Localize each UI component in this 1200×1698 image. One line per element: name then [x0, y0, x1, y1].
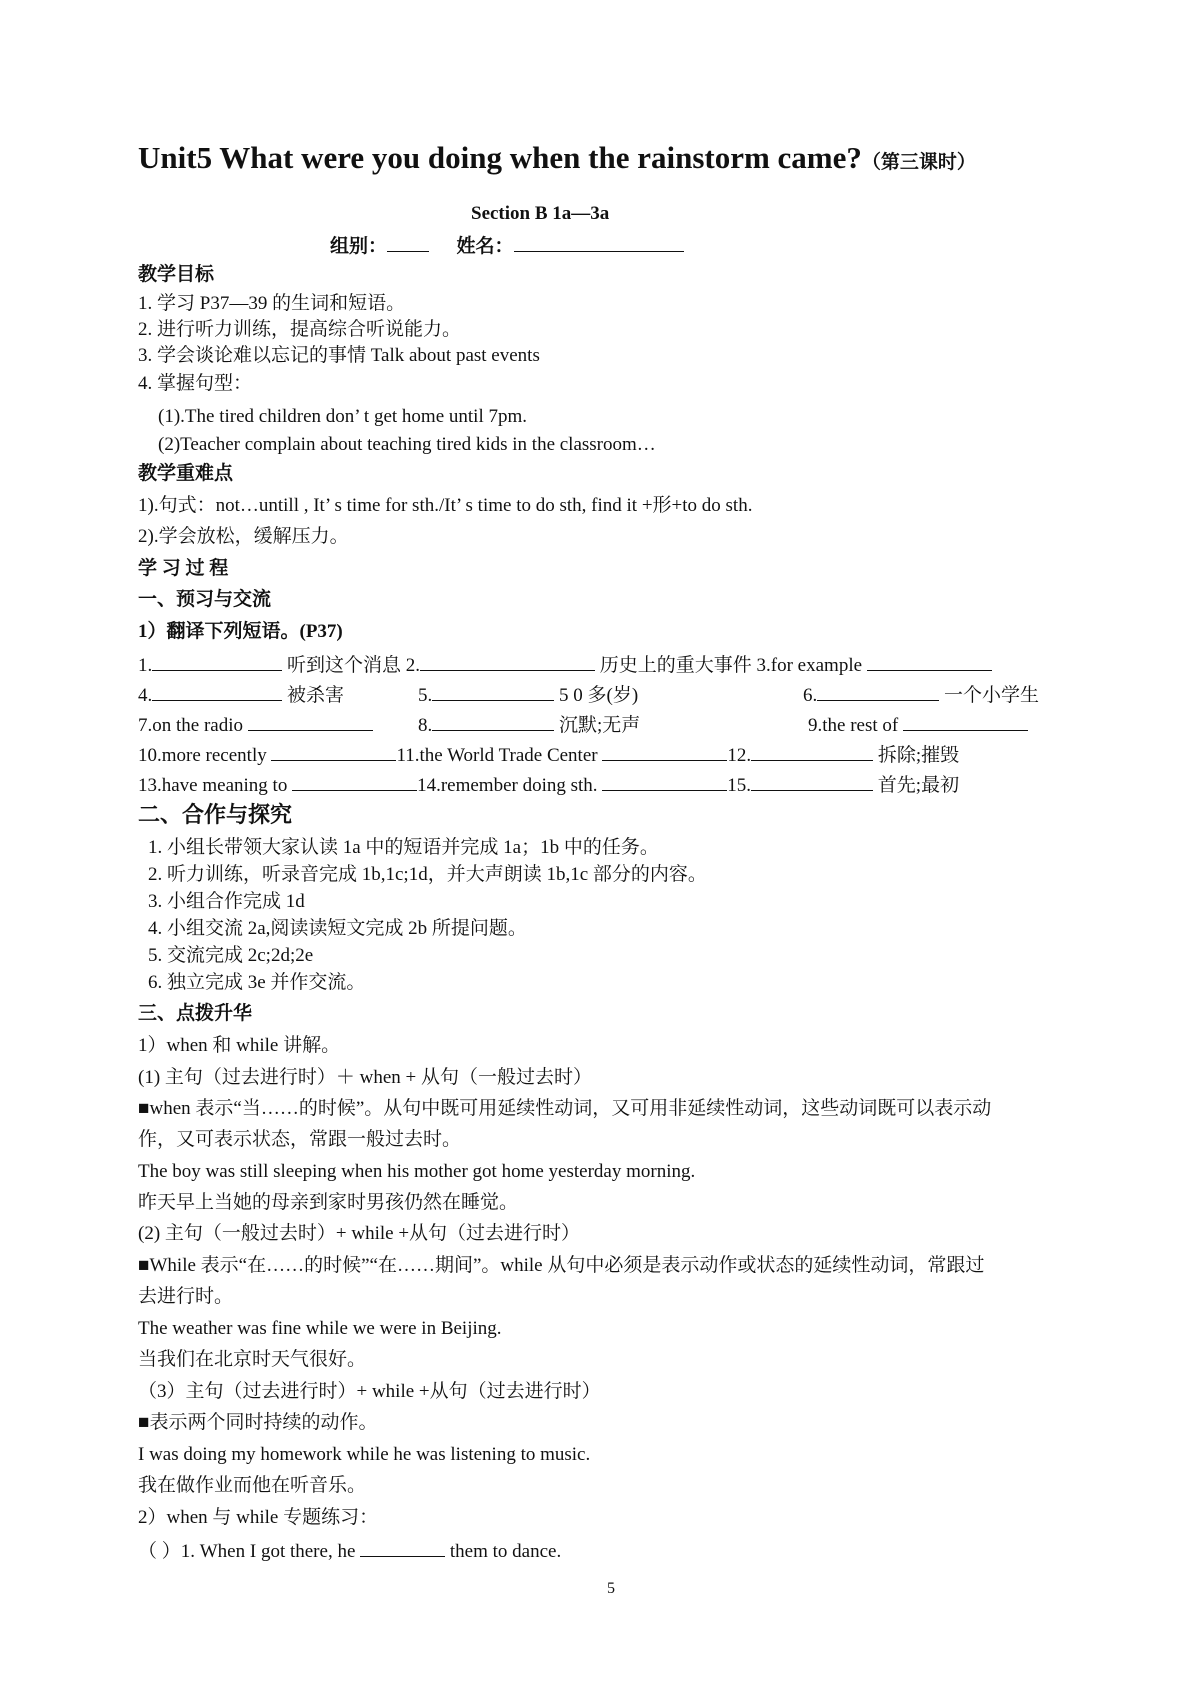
objective-item: 4. 掌握句型： [138, 373, 253, 394]
phrase-blank[interactable] [817, 682, 939, 701]
phrase-blank[interactable] [248, 712, 373, 731]
phrase-text: 5 0 多(岁) [554, 685, 639, 706]
phrase-blank[interactable] [602, 772, 727, 791]
phrase-text: 首先;最初 [873, 775, 960, 796]
exercise-item [138, 1538, 561, 1564]
phrase-blank[interactable] [751, 742, 873, 761]
phrase-blank[interactable] [271, 742, 396, 761]
example-sentence: The boy was still sleeping when his mother got home yesterday morning. [138, 1161, 696, 1182]
phrase-prefix: 7.on the radio [138, 715, 248, 736]
task-item: 4. 小组交流 2a,阅读读短文完成 2b 所提问题。 [148, 918, 527, 939]
group-label: 组别： [330, 236, 388, 257]
example-translation: 我在做作业而他在听音乐。 [138, 1475, 367, 1496]
phrase-row [138, 682, 344, 708]
process-heading: 学 习 过 程 [138, 558, 229, 579]
task-item: 2. 听力训练，听录音完成 1b,1c;1d，并大声朗读 1b,1c 部分的内容。 [148, 864, 707, 885]
phrase-text: 拆除;摧毁 [873, 745, 960, 766]
task-item: 1. 小组长带领大家认读 1a 中的短语并完成 1a；1b 中的任务。 [148, 837, 659, 858]
phrase-blank[interactable] [152, 652, 282, 671]
key-points-heading: 教学重难点 [138, 463, 234, 484]
phrase-blank[interactable] [292, 772, 417, 791]
part2-heading: 二、合作与探究 [138, 802, 293, 827]
explain-line: 作，又可表示状态，常跟一般过去时。 [138, 1129, 462, 1150]
phrase-prefix: 1. [138, 655, 153, 676]
section-label: Section B 1a—3a [471, 203, 610, 224]
phrase-text: 12. [727, 745, 752, 766]
phrase-item [418, 712, 640, 738]
phrase-prefix: 6. [803, 685, 818, 706]
explain-line: ■when 表示“当……的时候”。从句中既可用延续性动词，又可用非延续性动词，这些动词既可以表示动 [138, 1098, 992, 1119]
objective-item: 2. 进行听力训练，提高综合听说能力。 [138, 319, 462, 340]
explain-line: (2) 主句（一般过去时）+ while +从句（过去进行时） [138, 1223, 581, 1244]
explain-line: （3）主句（过去进行时）+ while +从句（过去进行时） [138, 1381, 601, 1402]
part1-heading: 一、预习与交流 [138, 589, 272, 610]
example-sentence: The weather was fine while we were in Beijing. [138, 1318, 502, 1339]
phrase-prefix: 10.more recently [138, 745, 272, 766]
phrase-item [138, 712, 373, 738]
objective-sentence: (1).The tired children don’ t get home until 7pm. [158, 406, 527, 427]
phrase-blank[interactable] [867, 652, 992, 671]
exercise-blank[interactable] [360, 1538, 445, 1557]
phrase-prefix: 4. [138, 685, 153, 706]
phrase-blank[interactable] [432, 682, 554, 701]
example-sentence: I was doing my homework while he was listening to music. [138, 1444, 591, 1465]
explain-line: 去进行时。 [138, 1286, 234, 1307]
name-blank[interactable] [514, 233, 684, 252]
part1-subheading: 1）翻译下列短语。(P37) [138, 621, 343, 642]
group-blank[interactable] [387, 233, 429, 252]
name-label: 姓名： [456, 236, 514, 257]
phrase-blank[interactable] [602, 742, 727, 761]
part3-heading: 三、点拨升华 [138, 1003, 253, 1024]
phrase-blank[interactable] [152, 682, 282, 701]
phrase-prefix: 5. [418, 685, 433, 706]
task-item: 3. 小组合作完成 1d [148, 891, 305, 912]
phrase-blank[interactable] [420, 652, 595, 671]
objective-item: 1. 学习 P37—39 的生词和短语。 [138, 293, 406, 314]
page-title [138, 140, 976, 176]
phrase-blank[interactable] [903, 712, 1028, 731]
objectives-heading: 教学目标 [138, 264, 215, 285]
phrase-text: 历史上的重大事件 3.for example [595, 655, 867, 676]
phrase-text: 被杀害 [282, 685, 345, 706]
explain-line: 1）when 和 while 讲解。 [138, 1035, 341, 1056]
phrase-prefix: 9.the rest of [808, 715, 903, 736]
explain-line: 2）when 与 while 专题练习： [138, 1507, 379, 1528]
exercise-text: them to dance. [445, 1541, 562, 1562]
phrase-row [138, 772, 959, 798]
title-text: Unit5 What were you doing when the rainstorm came? [138, 140, 862, 175]
page-number: 5 [607, 1580, 615, 1597]
explain-line: ■表示两个同时持续的动作。 [138, 1412, 378, 1433]
example-translation: 当我们在北京时天气很好。 [138, 1349, 367, 1370]
phrase-text: 15. [727, 775, 752, 796]
key-point-item: 1).句式：not…untill , It’ s time for sth./It’ s time to do sth, find it +形+to do sth. [138, 495, 753, 516]
phrase-text: 听到这个消息 2. [282, 655, 421, 676]
phrase-text: 14.remember doing sth. [417, 775, 603, 796]
phrase-text: 沉默;无声 [554, 715, 641, 736]
phrase-prefix: 8. [418, 715, 433, 736]
explain-line: (1) 主句（过去进行时）＋ when + 从句（一般过去时） [138, 1067, 593, 1088]
group-name-row [330, 233, 684, 259]
phrase-text: 11.the World Trade Center [396, 745, 603, 766]
key-point-item: 2).学会放松，缓解压力。 [138, 526, 349, 547]
title-subtitle: （第三课时） [861, 152, 976, 173]
phrase-row [138, 652, 992, 678]
objective-item: 3. 学会谈论难以忘记的事情 Talk about past events [138, 345, 540, 366]
phrase-item [418, 682, 638, 708]
phrase-blank[interactable] [751, 772, 873, 791]
task-item: 6. 独立完成 3e 并作交流。 [148, 972, 366, 993]
phrase-item [808, 712, 1028, 738]
exercise-text: （ ）1. When I got there, he [138, 1541, 361, 1562]
phrase-row [138, 742, 959, 768]
phrase-blank[interactable] [432, 712, 554, 731]
explain-line: ■While 表示“在……的时候”“在……期间”。while 从句中必须是表示动作或状态的延续性动词，常跟过 [138, 1255, 985, 1276]
phrase-prefix: 13.have meaning to [138, 775, 293, 796]
phrase-item [803, 682, 1039, 708]
task-item: 5. 交流完成 2c;2d;2e [148, 945, 314, 966]
phrase-text: 一个小学生 [939, 685, 1040, 706]
example-translation: 昨天早上当她的母亲到家时男孩仍然在睡觉。 [138, 1192, 519, 1213]
objective-sentence: (2)Teacher complain about teaching tired kids in the classroom… [158, 434, 656, 455]
